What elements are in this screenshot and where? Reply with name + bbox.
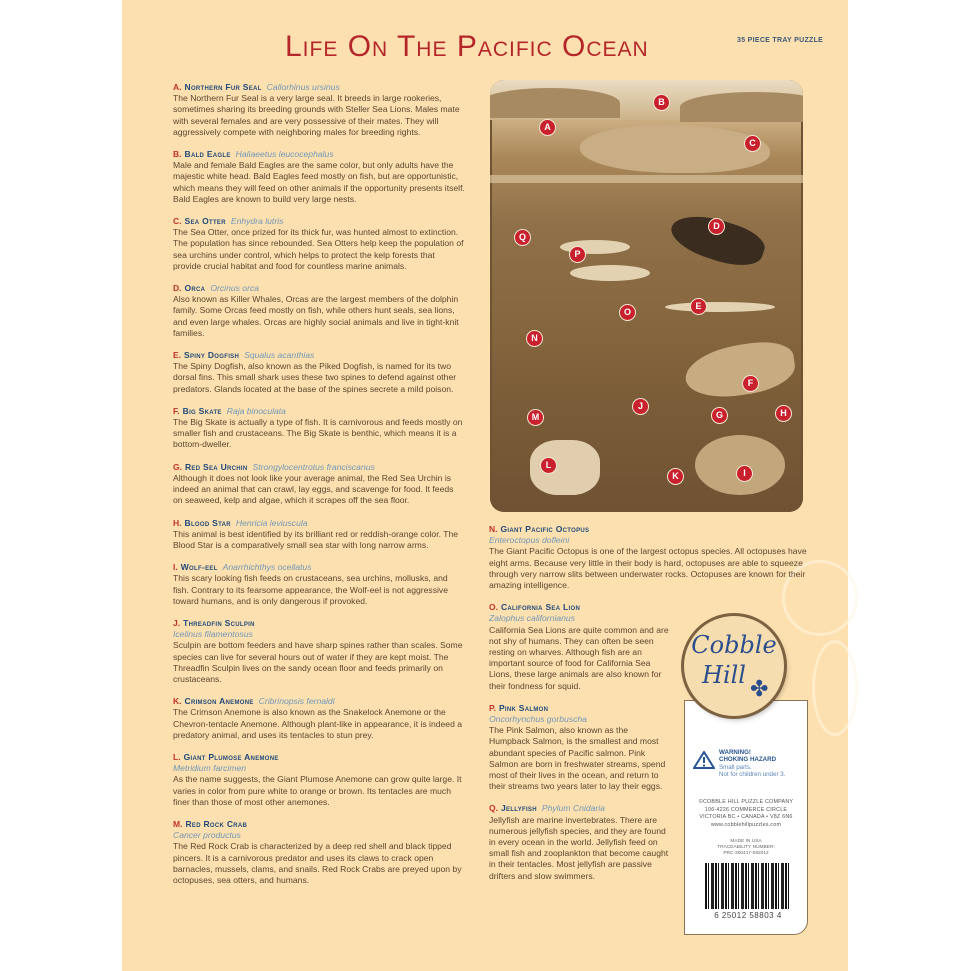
species-marker: L [540,457,557,474]
species-letter: B. [173,149,182,160]
species-letter: K. [173,696,182,707]
ocean-illustration [490,80,803,512]
warning-subtitle: CHOKING HAZARD [719,756,777,764]
water-surface [490,175,803,183]
scientific-name: Haliaeetus leucocephalus [235,149,334,160]
species-description: The Pink Salmon, also known as the Humpback Salmon, is the smallest and most abundant species of Pacific salmon. Pink Salmon are born in freshwater streams, spend most of their lives in the ocean, and return to their streams two years later to lay their eggs. [489,725,666,792]
species-name: Threadfin Sculpin [183,617,255,628]
species-name: Giant Pacific Octopus [500,524,590,534]
scientific-name: Callorhinus ursinus [266,82,340,92]
warning-title: WARNING! [719,749,751,756]
product-label [684,700,808,935]
species-name: Jellyfish [500,803,537,814]
species-marker: D [708,218,725,235]
species-entry [173,618,465,685]
piece-count-label: 35 PIECE TRAY PUZZLE [737,37,824,44]
species-heading [173,562,465,573]
species-letter: F. [173,405,180,416]
species-letter: G. [173,461,182,472]
species-marker: C [744,135,761,152]
species-name: California Sea Lion [500,602,581,613]
scientific-name: Cribrinopsis fernaldi [258,696,335,707]
made-in: MADE IN USA [730,839,762,844]
species-heading [489,602,671,613]
species-description: This scary looking fish feeds on crustaceans, sea urchins, mollusks, and fish. Contrary to its fearsome appearance, the Wolf-eel is not aggressive toward humans, and is only dangerous if provoked. [173,573,448,606]
species-letter: N. [489,524,498,534]
species-description: The Crimson Anemone is also known as the Snakelock Anemone or the Chevron-tentacle Anemone. Although plant-like in appearance, it is indeed a predatory animal, and uses its tentacles to stun prey. [173,707,463,740]
species-entry [173,406,465,451]
species-letter: J. [173,617,181,628]
orca-figure [666,206,769,273]
species-name: Northern Fur Seal [184,82,262,92]
scientific-name: Icelinus filamentosus [173,629,253,640]
species-name: Red Sea Urchin [184,461,248,472]
species-description: The Big Skate is actually a type of fish. It is carnivorous and feeds mostly on smaller fish and crustaceans. The Big Skate is benthic, which means it is a bottom-dweller. [173,417,463,450]
species-entry [173,283,465,339]
species-marker: O [619,304,636,321]
scientific-name: Henricia leviuscula [235,517,308,528]
species-heading [173,819,465,830]
species-letter: A. [173,82,182,92]
species-marker: J [632,398,649,415]
species-name: Pink Salmon [498,702,549,713]
species-name: Wolf-eel [180,562,218,573]
species-marker: K [667,468,684,485]
species-heading [489,703,671,714]
puzzle-piece-icon: ✤ [750,676,769,701]
species-entry [173,518,465,552]
scientific-name: Orcinus orca [210,283,260,294]
scientific-name: Squalus acanthias [244,350,315,361]
species-heading [173,350,465,361]
species-entry [489,703,671,793]
species-entry [173,819,465,886]
scientific-name: Enteroctopus dofleini [489,535,570,546]
species-name: Orca [184,283,206,294]
traceability-number: PRC-300417-082012 [723,851,769,857]
species-marker: G [711,407,728,424]
barcode [705,863,791,909]
barcode-number: 6 25012 58803 4 [714,911,782,920]
company-info [689,799,803,829]
species-description: The Giant Pacific Octopus is one of the largest octopus species. All octopuses have eight arms. Because very little in their body is hard, octopuses are able to squeeze through very narrow slits between underwater rocks. Octopuses are known for their amazing intelligence. [489,546,807,591]
species-entry [489,602,671,692]
species-letter: P. [489,702,496,713]
warning-line: Not for children under 3. [719,771,786,779]
company-address: 106-4226 COMMERCE CIRCLE [704,806,788,813]
species-heading [173,618,465,629]
skate-figure [682,338,798,403]
scientific-name: Phylum Cnidaria [541,803,605,814]
species-letter: H. [173,517,182,528]
manufacturing-info [689,839,803,858]
species-list-left [173,82,465,897]
warning-line: Small parts. [719,763,752,771]
species-name: Bald Eagle [184,149,231,160]
species-entry [173,696,465,741]
species-description: Jellyfish are marine invertebrates. There are numerous jellyfish species, and they are found in every ocean in the world. Jellyfish feed on small fish and zooplankton that become caught in their tentacles. Most jellyfish are passive drifters and slow swimmers. [489,814,669,881]
sea-otter-figure [580,125,770,173]
species-heading [173,518,465,529]
warning-triangle-icon [693,751,715,769]
species-marker: I [736,465,753,482]
species-heading [173,752,465,763]
species-marker: H [775,405,792,422]
species-heading [173,406,465,417]
species-letter: E. [173,350,182,361]
species-description: As the name suggests, the Giant Plumose Anemone can grow quite large. It varies in color from pure white to orange or brown. Its tentacles are much finer than those of most other anemones. [173,774,462,807]
species-marker: N [526,330,543,347]
species-marker: Q [514,229,531,246]
species-name: Blood Star [184,517,231,528]
species-entry [173,82,465,138]
species-marker: E [690,298,707,315]
page-title: Life On The Pacific Ocean [285,30,649,63]
species-name: Red Rock Crab [185,818,248,829]
species-name: Crimson Anemone [184,696,254,707]
dogfish-figure [665,302,775,312]
background-swirl [812,640,858,736]
company-city: VICTORIA BC • CANADA • V8Z 6N6 [699,814,793,821]
species-marker: A [539,119,556,136]
scientific-name: Strongylocentrotus franciscanus [252,461,375,472]
scientific-name: Anarrhichthys ocellatus [222,562,312,573]
species-letter: M. [173,818,183,829]
species-description: This animal is best identified by its brilliant red or reddish-orange color. The Blood Star is a comparatively small sea star with long narrow arms. [173,528,459,550]
scientific-name: Oncorhynchus gorbuscha [489,714,587,725]
scientific-name: Cancer productus [173,830,241,841]
species-description: California Sea Lions are quite common and are not shy of humans. They can often be seen resting on wharves. Although fish are an important source of food for California Sea Lions, these large animals are also known for their fondness for squid. [489,624,669,691]
scientific-name: Metridium farcimen [173,763,247,774]
species-marker: B [653,94,670,111]
species-heading [173,283,465,294]
species-heading [489,803,671,814]
species-entry [173,149,465,205]
species-entry [489,524,809,591]
species-letter: O. [489,602,498,613]
species-marker: M [527,409,544,426]
company-website: www.cobblehillpuzzles.com [710,821,782,828]
species-description: Although it does not look like your average animal, the Red Sea Urchin is indeed an animal that can crawl, lay eggs, and scavenge for food. It feeds on seaweed, kelp and algae, which it scrapes off the sea floor. [173,472,454,506]
species-entry [173,350,465,395]
species-description: The Northern Fur Seal is a very large seal. It breeds in large rookeries, sometimes sharing its breeding grounds with Steller Sea Lions. Males mate with several females and are very possessive of their mates. They will aggressively compete with neighboring males for breeding rights. [173,93,460,137]
traceability-label: TRACEABILITY NUMBER: [717,845,775,851]
species-entry [173,462,465,507]
logo-text-line2: Hill [702,661,746,689]
species-description: The Red Rock Crab is characterized by a deep red shell and black tipped pincers. It is a carnivorous predator and uses its claws to crack open barnacles, mussels, clams, and snails. Red Rock Crabs are preyed upon by octopuses, sea otters, and humans. [173,841,462,885]
scientific-name: Enhydra lutris [230,216,284,227]
species-letter: C. [173,216,182,227]
species-entry [173,752,465,808]
species-marker: F [742,375,759,392]
species-entry [173,216,465,272]
species-heading [173,149,465,160]
species-heading [173,82,465,93]
scientific-name: Raja binoculata [226,405,286,416]
species-description: Also known as Killer Whales, Orcas are the largest members of the dolphin family. Some Orcas feed mostly on fish, while others hunt seals, sea lions, and even large whales. Orcas are highly social animals and live in tight-knit families. [173,294,459,338]
species-entry [173,562,465,607]
species-entry [489,803,671,881]
species-heading [173,696,465,707]
cobble-hill-logo [684,616,784,716]
species-letter: L. [173,751,181,762]
species-heading [173,462,465,473]
species-name: Spiny Dogfish [184,350,240,361]
species-name: Sea Otter [184,216,226,227]
species-letter: Q. [489,803,498,814]
scientific-name: Zalophus californianus [489,613,575,624]
mountain [490,88,620,118]
salmon-figure [570,265,650,281]
species-description: Sculpin are bottom feeders and have sharp spines rather than scales. Some species can live for several hours out of water if they are kept moist. The Threadfin Sculpin lives on the sandy ocean floor and feeds primarily on crustaceans. [173,640,463,684]
species-description: Male and female Bald Eagles are the same color, but only adults have the majestic white head. Bald Eagles feed mostly on fish, but are opportunistic, which means they will feed on other animals if the opportunity presents itself. Bald Eagles are known to build very large nests. [173,160,465,204]
logo-text-line1: Cobble [691,631,777,659]
species-heading [173,216,465,227]
species-name: Big Skate [182,405,222,416]
species-name: Giant Plumose Anemone [183,751,279,762]
company-name: ©COBBLE HILL PUZZLE COMPANY [698,799,794,805]
species-letter: I. [173,562,178,573]
species-heading [489,524,809,535]
species-marker: P [569,246,586,263]
species-description: The Spiny Dogfish, also known as the Piked Dogfish, is named for its two dorsal fins. This small shark uses these two spines to defend against other predators. Glands located at the base of the spines secrete a mild poison. [173,361,457,394]
species-description: The Sea Otter, once prized for its thick fur, was hunted almost to extinction. The population has since rebounded. Sea Otters help keep the population of sea urchins under control, which helps to protect the kelp forests that provide crucial habitat and food for countless marine animals. [173,227,464,271]
mountain [680,92,803,122]
species-letter: D. [173,283,182,294]
